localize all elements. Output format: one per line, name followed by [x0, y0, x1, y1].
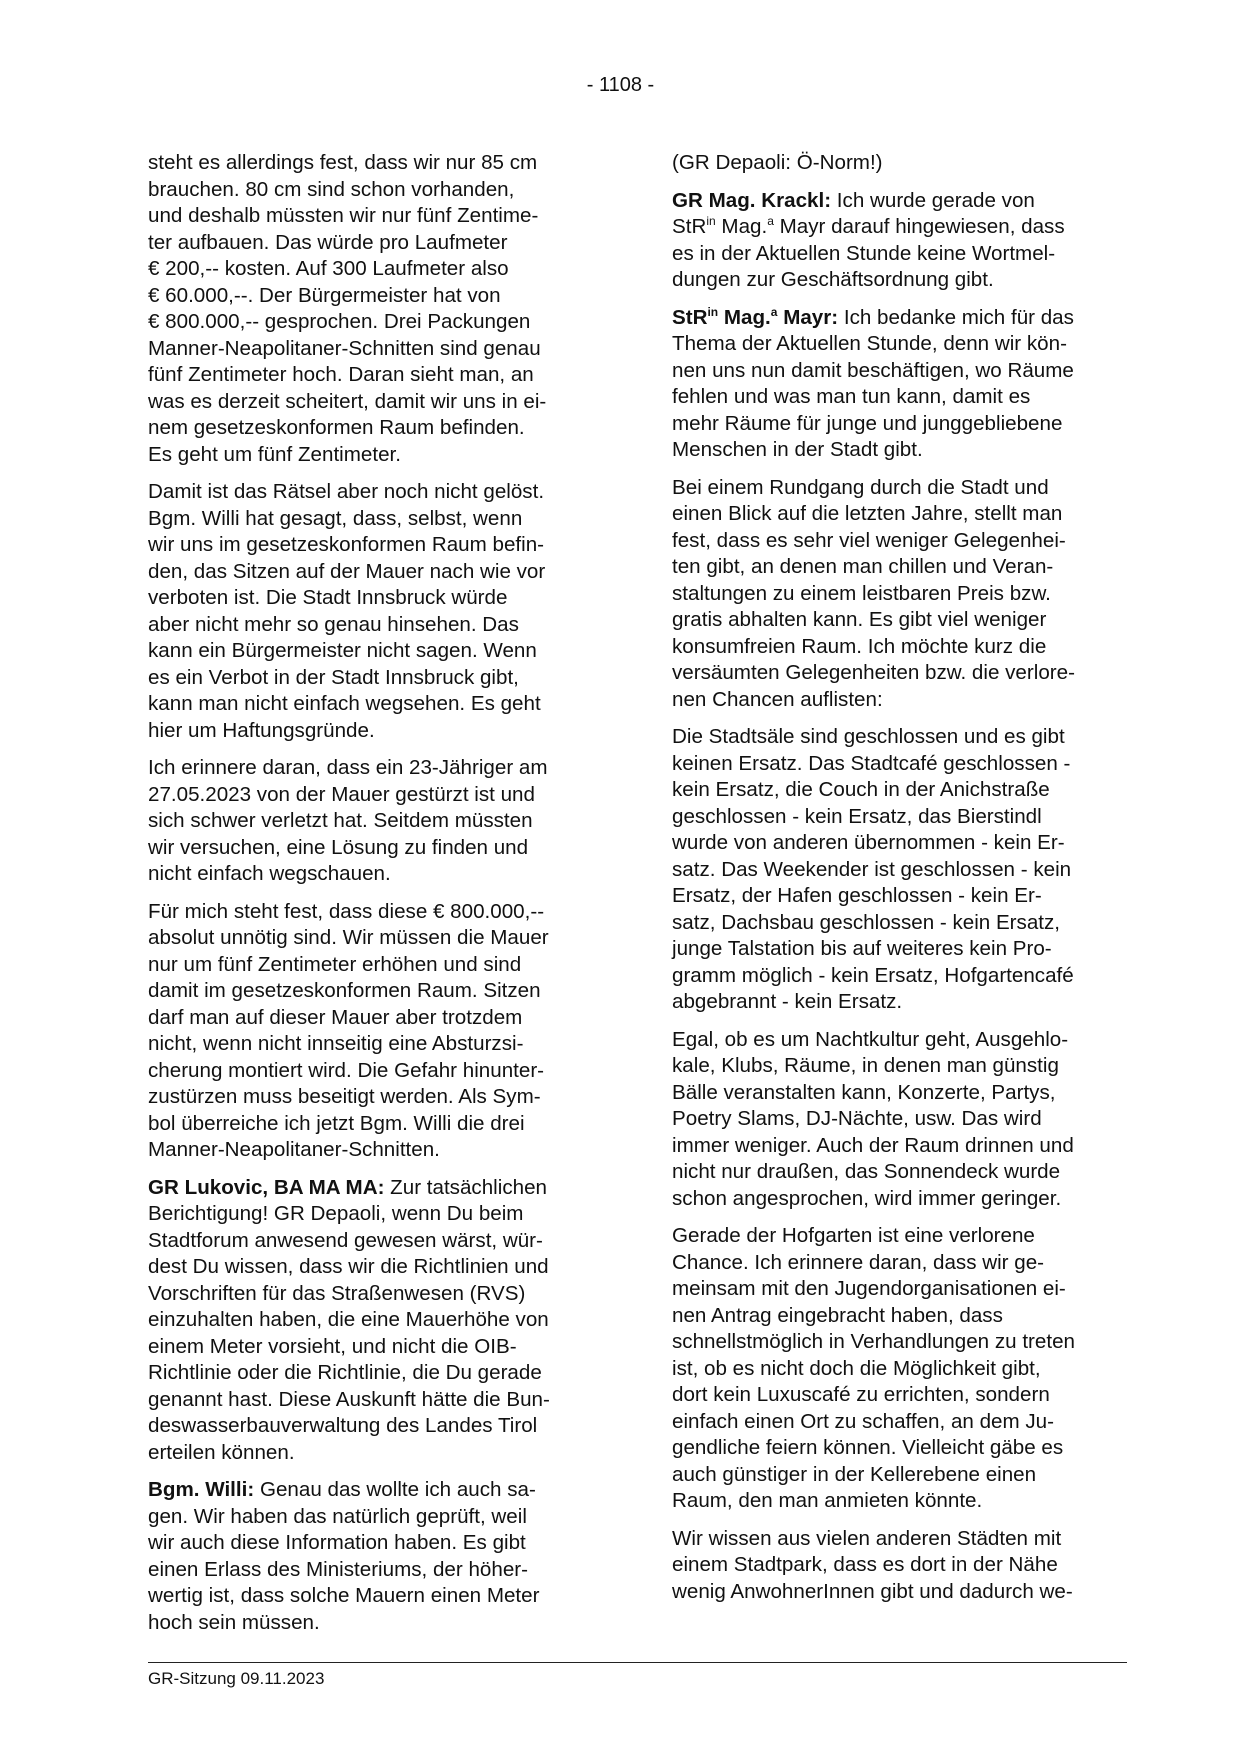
interjection: (GR Depaoli: Ö-Norm!) [672, 151, 883, 174]
footer-divider [148, 1662, 1127, 1663]
speech-krackl: GR Mag. Krackl: Ich wurde gerade von StR$^{in}$ Mag.$^a$ Mayr darauf hingewiesen, dass es in der Aktuellen Stunde keine Wortmel- dungen zur Geschäftsordnung gibt. [672, 188, 1065, 291]
paragraph: steht es allerdings fest, dass wir nur 85 cm brauchen. 80 cm sind schon vorhanden, und deshalb müssten wir nur fünf Zentime- ter aufbauen. Das würde pro Laufmeter € 200,-- kosten. Auf 300 Laufmeter also € 60.000,--. Der Bürgermeister hat von € 800.000,-- gesprochen. Drei Packungen Manner-Neapolitaner-Schnitten sind genau fünf Zentimeter hoch. Daran sieht man, an was es derzeit scheitert, damit wir uns in ei- nem gesetzeskonformen Raum befinden. Es geht um fünf Zentimeter. [148, 151, 547, 466]
page-number: - 1108 - [586, 74, 655, 96]
paragraph: Die Stadtsäle sind geschlossen und es gibt keinen Ersatz. Das Stadtcafé geschlossen - kein Ersatz, die Couch in der Anichstraße geschlossen - kein Ersatz, das Bierstindl wurde von anderen übernommen - kein Er- satz. Das Weekender ist geschlossen - kein Ersatz, der Hafen geschlossen - kein Er- satz, Dachsbau geschlossen - kein Ersatz, junge Talstation bis auf weiteres kein Pro- gramm möglich - kein Ersatz, Hofgartencafé abgebrannt - kein Ersatz. [672, 725, 1074, 1013]
speech-lukovic: GR Lukovic, BA MA MA: Zur tatsächlichen Berichtigung! GR Depaoli, wenn Du beim Stadtforum anwesend gewesen wärst, wür- dest Du wissen, dass wir die Richtlinien und Vorschriften für das Straßenwesen (RVS) einzuhalten haben, die eine Mauerhöhe von einem Meter vorsieht, und nicht die OIB- Richtlinie oder die Richtlinie, die Du gerade genannt hast. Diese Auskunft hätte die Bun- deswasserbauverwaltung des Landes Tirol erteilen können. [148, 1175, 550, 1464]
left-column [148, 150, 593, 1647]
paragraph: Egal, ob es um Nachtkultur geht, Ausgehlo- kale, Klubs, Räume, in denen man günstig Bälle veranstalten kann, Konzerte, Partys, Poetry Slams, DJ-Nächte, usw. Das wird immer weniger. Auch der Raum drinnen und nicht nur draußen, das Sonnendeck wurde schon angesprochen, wird immer geringer. [672, 1027, 1074, 1210]
paragraph: Ich erinnere daran, dass ein 23-Jähriger am 27.05.2023 von der Mauer gestürzt ist und sich schwer verletzt hat. Seitdem müssten wir versuchen, eine Lösung zu finden und nicht einfach wegschauen. [148, 756, 548, 885]
footer-session-date: GR-Sitzung 09.11.2023 [148, 1669, 325, 1688]
speaker-name: StR$^{in}$ Mag.$^a$ Mayr: [672, 304, 839, 329]
paragraph: Bei einem Rundgang durch die Stadt und einen Blick auf die letzten Jahre, stellt man fest, dass es sehr viel weniger Gelegenhei- ten gibt, an denen man chillen und Veran- staltungen zu einem leistbaren Preis bzw. gratis abhalten kann. Es gibt viel weniger konsumfreien Raum. Ich möchte kurz die versäumten Gelegenheiten bzw. die verlore- nen Chancen auflisten: [672, 475, 1075, 711]
speech-mayr: StR$^{in}$ Mag.$^a$ Mayr: Ich bedanke mich für das Thema der Aktuellen Stunde, denn wir kön- nen uns nun damit beschäftigen, wo Räume fehlen und was man tun kann, damit es mehr Räume für junge und junggebliebene Menschen in der Stadt gibt. [672, 304, 1074, 461]
speaker-name: GR Mag. Krackl: [672, 188, 832, 212]
paragraph: Damit ist das Rätsel aber noch nicht gelöst. Bgm. Willi hat gesagt, dass, selbst, wenn wir uns im gesetzeskonformen Raum befin- den, das Sitzen auf der Mauer nach wie vor verboten ist. Die Stadt Innsbruck würde aber nicht mehr so genau hinsehen. Das kann ein Bürgermeister nicht sagen. Wenn es ein Verbot in der Stadt Innsbruck gibt, kann man nicht einfach wegsehen. Es geht hier um Haftungsgründe. [148, 480, 546, 742]
right-column [672, 150, 1117, 1616]
paragraph: Gerade der Hofgarten ist eine verlorene Chance. Ich erinnere daran, dass wir ge- meinsam mit den Jugendorganisationen ei- nen Antrag eingebracht haben, dass schnellstmöglich in Verhandlungen zu treten ist, ob es nicht doch die Möglichkeit gibt, dort kein Luxuscafé zu errichten, sondern einfach einen Ort zu schaffen, an dem Ju- gendliche feiern können. Vielleicht gäbe es auch günstiger in der Kellerebene einen Raum, den man anmieten könnte. [672, 1224, 1075, 1512]
speaker-name: Bgm. Willi: [148, 1478, 255, 1501]
speaker-name: GR Lukovic, BA MA MA: [148, 1175, 385, 1199]
paragraph: Wir wissen aus vielen anderen Städten mit einem Stadtpark, dass es dort in der Nähe wenig AnwohnerInnen gibt und dadurch we- [672, 1526, 1073, 1603]
speech-willi: Bgm. Willi: Genau das wollte ich auch sa- gen. Wir haben das natürlich geprüft, weil wir auch diese Information haben. Es gibt einen Erlass des Ministeriums, der höher- wertig ist, dass solche Mauern einen Meter hoch sein müssen. [148, 1478, 540, 1634]
paragraph: Für mich steht fest, dass diese € 800.000,-- absolut unnötig sind. Wir müssen die Mauer nur um fünf Zentimeter erhöhen und sind damit im gesetzeskonformen Raum. Sitzen darf man auf dieser Mauer aber trotzdem nicht, wenn nicht innseitig eine Absturzsi- cherung montiert wird. Die Gefahr hinunter- zustürzen muss beseitigt werden. Als Sym- bol überreiche ich jetzt Bgm. Willi die drei Manner-Neapolitaner-Schnitten. [148, 899, 549, 1161]
